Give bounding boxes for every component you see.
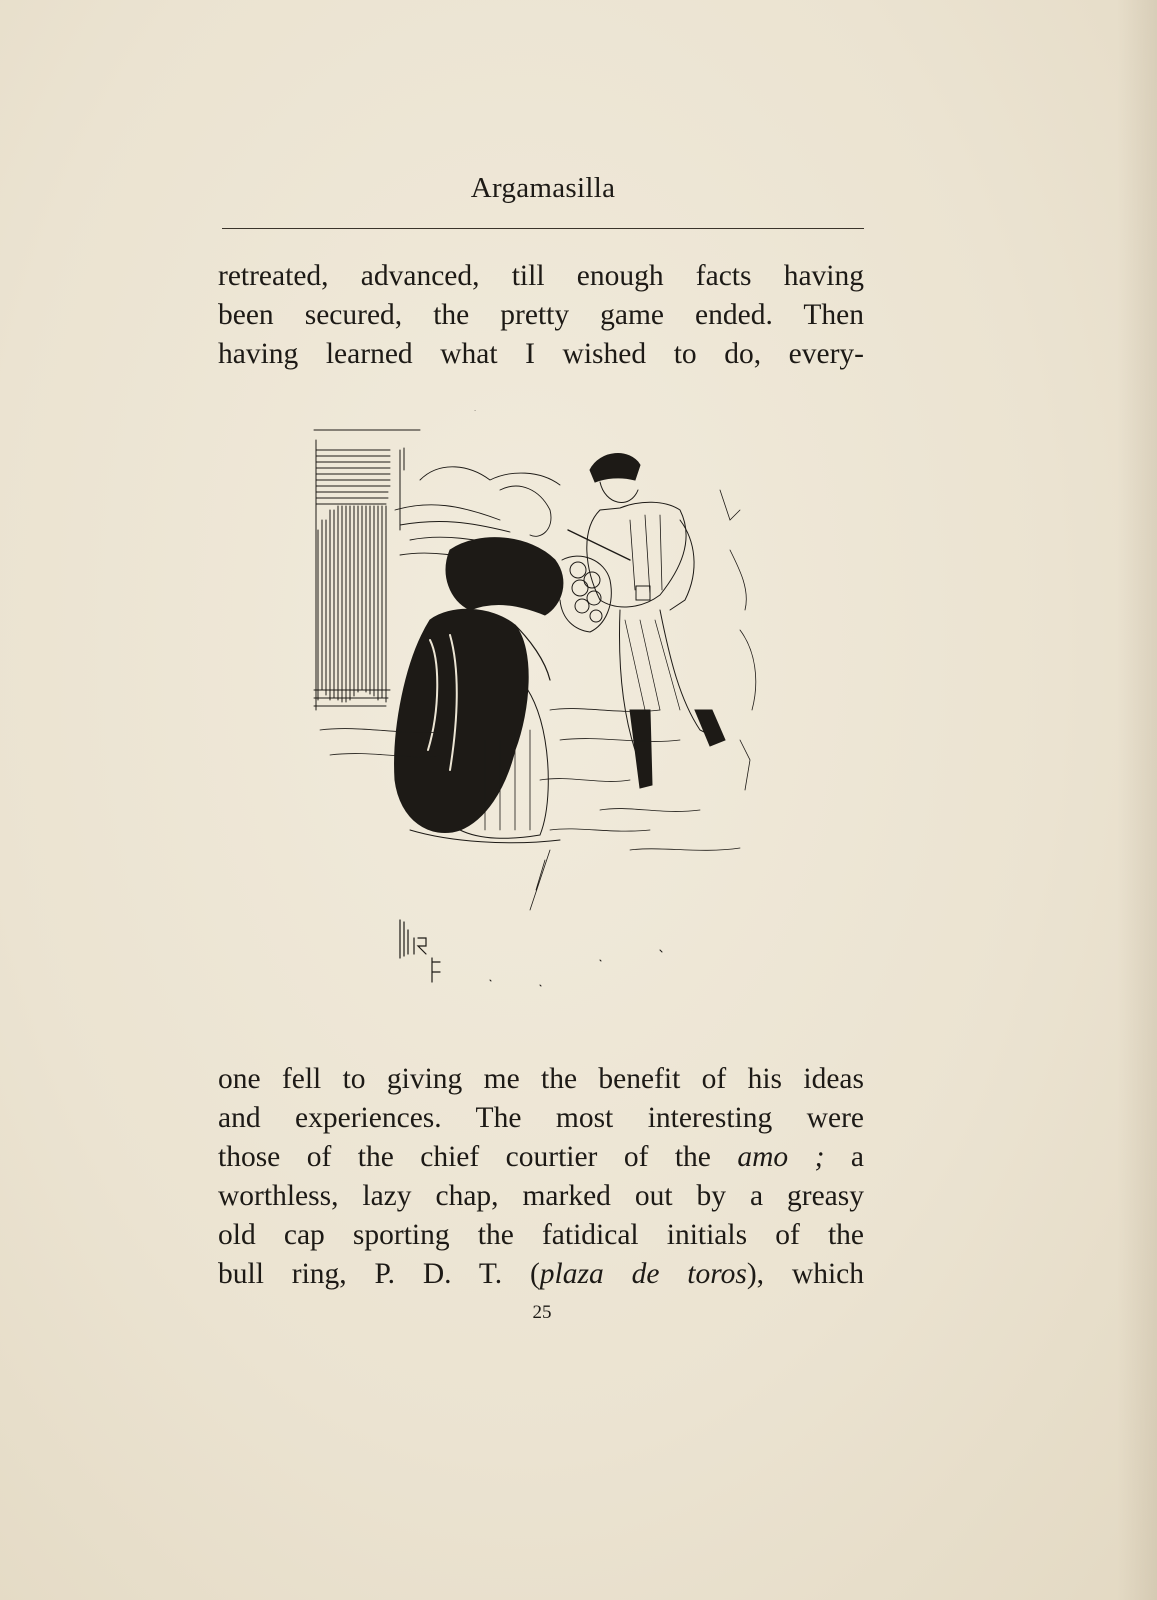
running-head: Argamasilla [470,172,616,204]
paragraph-top [218,257,864,374]
text-line: worthless, lazy chap, marked out by a greasy [218,1180,864,1212]
page-number: 25 [532,1302,552,1323]
header-rule [222,228,864,229]
text-line: old cap sporting the fatidical initials of the [218,1219,864,1251]
text-run: those of the chief courtier of the [218,1141,738,1173]
text-run: ), which [746,1258,864,1290]
text-line: retreated, advanced, till enough facts having [218,260,864,292]
woman-figure [395,538,563,843]
italic-term-amo: amo ; [737,1141,825,1173]
text-line: been secured, the pretty game ended. Then [218,299,864,331]
text-line: having learned what I wished to do, every- [218,338,864,370]
illustration-woman-and-man [300,410,790,1010]
text-line: one fell to giving me the benefit of his ideas [218,1063,864,1095]
text-run: a [824,1141,864,1173]
paragraph-bottom [218,1060,864,1294]
text-run: bull ring, P. D. T. ( [218,1258,540,1290]
man-figure [587,454,725,788]
text-line [218,1138,864,1177]
doorway-hatching [314,430,420,710]
text-line: and experiences. The most interesting were [218,1102,864,1134]
artist-signature [400,920,440,982]
italic-term-plaza-de-toros: plaza de toros [539,1258,747,1290]
text-line [218,1255,864,1294]
